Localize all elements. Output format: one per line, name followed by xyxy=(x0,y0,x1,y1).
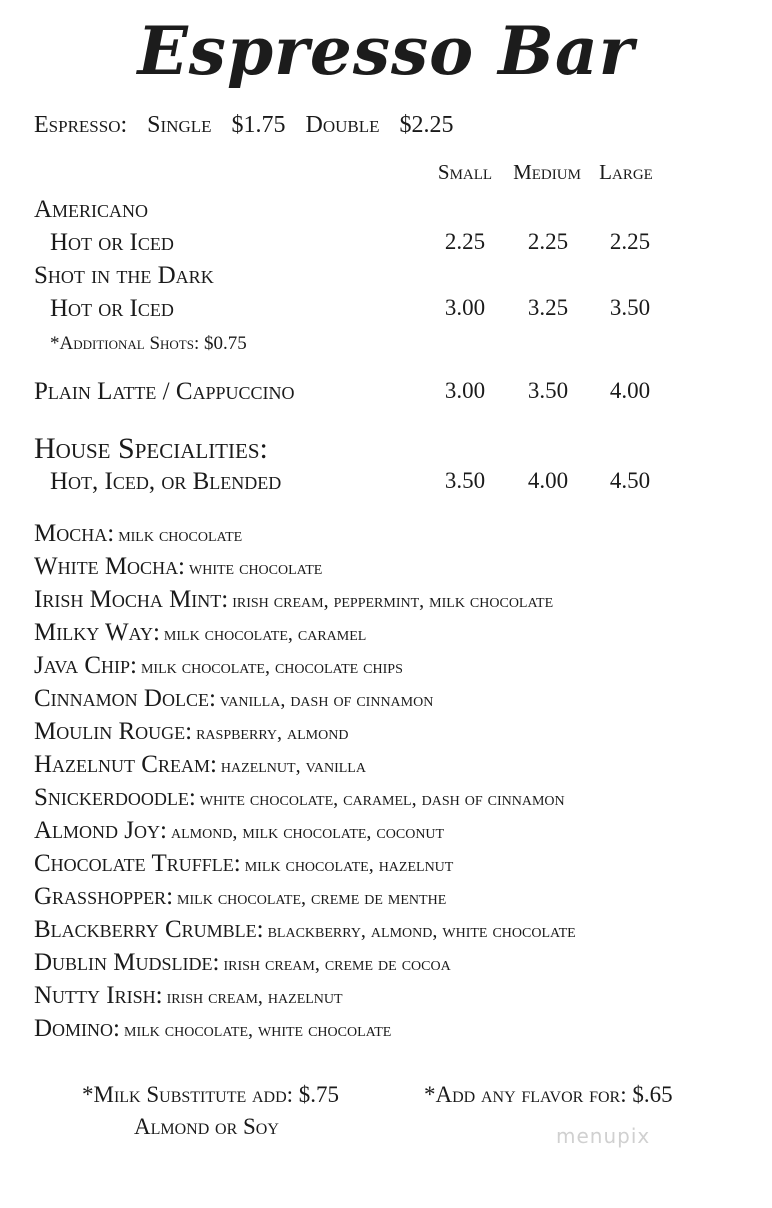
specialty-name: Snickerdoodle: xyxy=(34,784,196,811)
size-header-medium: Medium xyxy=(513,160,581,184)
list-item xyxy=(34,520,576,553)
list-item xyxy=(34,586,576,619)
specialty-name: Java Chip: xyxy=(34,652,137,679)
specialty-name: Nutty Irish: xyxy=(34,982,163,1009)
price-large: 3.50 xyxy=(609,295,651,320)
add-flavor-note: *Add any flavor for: $.65 xyxy=(424,1082,673,1107)
specialty-name: Cinnamon Dolce: xyxy=(34,685,216,712)
specialty-desc: milk chocolate, caramel xyxy=(163,623,367,645)
specialty-desc: almond, milk chocolate, coconut xyxy=(170,821,445,843)
specialty-desc: milk chocolate, chocolate chips xyxy=(140,656,403,678)
price-medium: 2.25 xyxy=(527,229,569,254)
drink-name: Hot or Iced xyxy=(50,229,174,256)
list-item xyxy=(34,949,576,982)
specialty-desc: hazelnut, vanilla xyxy=(220,755,366,777)
watermark: menupix xyxy=(556,1124,651,1148)
list-item xyxy=(34,718,576,751)
specialty-desc: milk chocolate xyxy=(118,524,243,546)
drink-row xyxy=(0,262,772,294)
drink-row xyxy=(0,378,772,410)
specialties-list xyxy=(34,520,576,1048)
size-header-small: Small xyxy=(437,160,493,184)
specialty-name: Grasshopper: xyxy=(34,883,174,910)
drink-row xyxy=(0,229,772,261)
section-heading-row xyxy=(0,432,772,464)
price-small: 3.50 xyxy=(444,468,486,493)
list-item xyxy=(34,1015,576,1048)
specialty-desc: white chocolate xyxy=(189,557,323,579)
list-item xyxy=(34,652,576,685)
list-item xyxy=(34,553,576,586)
drink-name: Hot or Iced xyxy=(50,295,174,322)
price-small: 2.25 xyxy=(444,229,486,254)
list-item xyxy=(34,619,576,652)
single-label: Single xyxy=(147,112,212,138)
menu-title: Espresso Bar xyxy=(137,12,635,90)
specialty-name: Almond Joy: xyxy=(34,817,167,844)
price-large: 4.00 xyxy=(609,378,651,403)
specialty-desc: milk chocolate, creme de menthe xyxy=(177,887,447,909)
espresso-line xyxy=(34,112,468,139)
price-small: 3.00 xyxy=(444,378,486,403)
list-item xyxy=(34,982,576,1015)
specialty-name: Dublin Mudslide: xyxy=(34,949,220,976)
specialty-name: Mocha: xyxy=(34,520,115,547)
list-item xyxy=(34,817,576,850)
milk-substitute-note: *Milk Substitute add: $.75 xyxy=(82,1082,340,1107)
double-price: $2.25 xyxy=(399,112,454,138)
specialty-name: Irish Mocha Mint: xyxy=(34,586,229,613)
drink-row xyxy=(0,196,772,228)
drink-name: Plain Latte / Cappuccino xyxy=(34,378,295,405)
list-item xyxy=(34,784,576,817)
specialty-name: Milky Way: xyxy=(34,619,160,646)
specialty-desc: milk chocolate, white chocolate xyxy=(124,1019,392,1041)
drink-row xyxy=(0,295,772,327)
espresso-label: Espresso: xyxy=(34,112,128,138)
drink-row xyxy=(0,468,772,500)
drink-name: Shot in the Dark xyxy=(34,262,214,289)
size-header-large: Large xyxy=(599,160,653,184)
specialty-desc: blackberry, almond, white chocolate xyxy=(267,920,576,942)
specialty-desc: irish cream, peppermint, milk chocolate xyxy=(232,590,554,612)
additional-shots-note: *Additional Shots: $0.75 xyxy=(50,333,247,354)
specialty-desc: milk chocolate, hazelnut xyxy=(244,854,454,876)
specialty-name: Blackberry Crumble: xyxy=(34,916,264,943)
milk-options: Almond or Soy xyxy=(134,1114,279,1139)
house-specialities-heading: House Specialities: xyxy=(34,432,268,465)
specialty-desc: irish cream, creme de cocoa xyxy=(223,953,451,975)
list-item xyxy=(34,850,576,883)
price-small: 3.00 xyxy=(444,295,486,320)
double-label: Double xyxy=(305,112,380,138)
specialty-desc: irish cream, hazelnut xyxy=(166,986,343,1008)
specialty-name: Chocolate Truffle: xyxy=(34,850,241,877)
specialty-name: Domino: xyxy=(34,1015,120,1042)
specialty-name: Moulin Rouge: xyxy=(34,718,193,745)
list-item xyxy=(34,883,576,916)
list-item xyxy=(34,916,576,949)
price-large: 2.25 xyxy=(609,229,651,254)
drink-name: Americano xyxy=(34,196,149,223)
price-medium: 3.50 xyxy=(527,378,569,403)
specialty-name: Hazelnut Cream: xyxy=(34,751,217,778)
list-item xyxy=(34,685,576,718)
specialty-desc: white chocolate, caramel, dash of cinnamon xyxy=(199,788,565,810)
price-large: 4.50 xyxy=(609,468,651,493)
drink-name: Hot, Iced, or Blended xyxy=(50,468,282,495)
single-price: $1.75 xyxy=(231,112,286,138)
specialty-desc: vanilla, dash of cinnamon xyxy=(219,689,434,711)
list-item xyxy=(34,751,576,784)
specialty-desc: raspberry, almond xyxy=(196,722,349,744)
price-medium: 4.00 xyxy=(527,468,569,493)
specialty-name: White Mocha: xyxy=(34,553,186,580)
price-medium: 3.25 xyxy=(527,295,569,320)
